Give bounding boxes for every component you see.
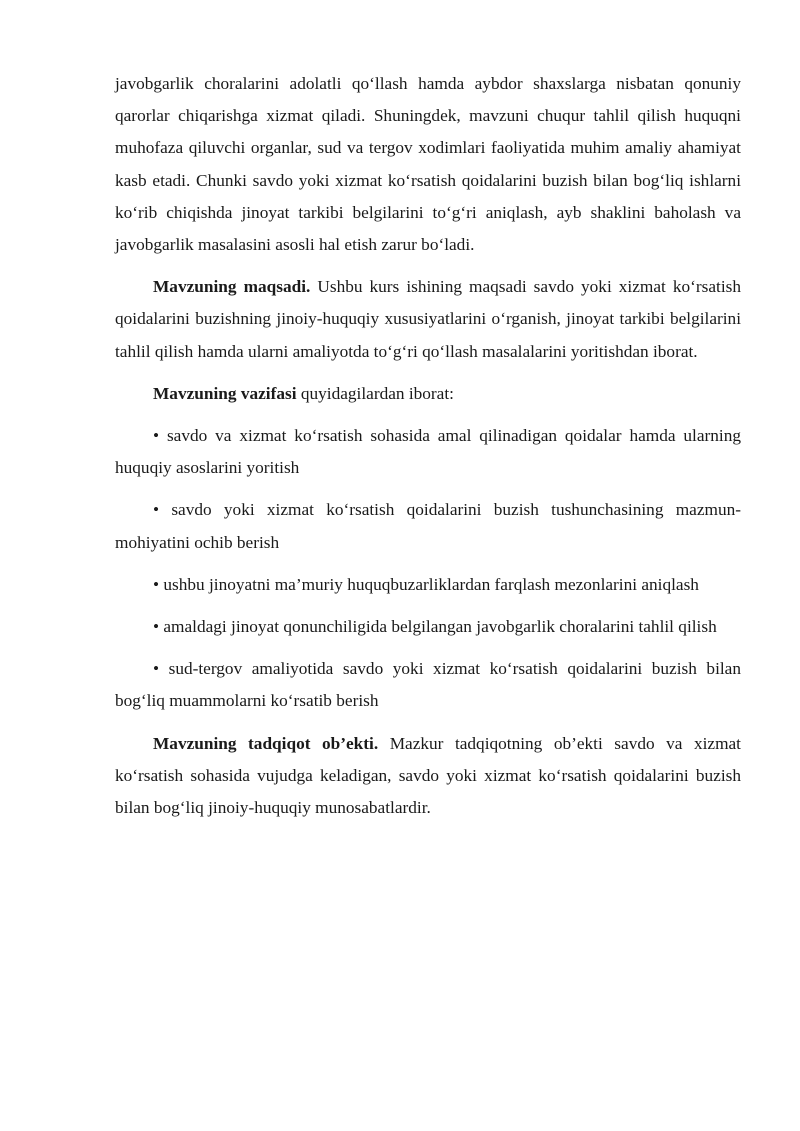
object-paragraph [115, 728, 741, 825]
goal-heading: Mavzuning maqsadi. [153, 277, 311, 297]
task-item: • savdo va xizmat ko‘rsatish sohasida amal qilinadigan qoidalar hamda ularning huquqiy asoslarini yoritish [115, 426, 741, 478]
intro-paragraph: javobgarlik choralarini adolatli qo‘llash hamda aybdor shaxslarga nisbatan qonuniy qarorlar chiqarishga xizmat qiladi. Shuningdek, mavzuni chuqur tahlil qilish huquqni muhofaza qiluvchi organlar, sud va tergov xodimlari faoliyatida muhim amaliy ahamiyat kasb etadi. Chunki savdo yoki xizmat ko‘rsatish qoidalarini buzish bilan bog‘liq ishlarni ko‘rib chiqishda jinoyat tarkibi belgilarini to‘g‘ri aniqlash, ayb shaklini baholash va javobgarlik masalasini asosli hal etish zarur bo‘ladi. [115, 74, 741, 255]
goal-paragraph [115, 271, 741, 368]
tasks-heading: Mavzuning vazifasi [153, 383, 297, 403]
task-item: • amaldagi jinoyat qonunchiligida belgilangan javobgarlik choralarini tahlil qilish [153, 617, 717, 637]
tasks-paragraph [115, 378, 741, 410]
task-item: • sud-tergov amaliyotida savdo yoki xizmat ko‘rsatish qoidalarini buzish bilan bog‘liq muammolarni ko‘rsatib berish [115, 659, 741, 711]
tasks-intro-text: quyidagilardan iborat: [296, 383, 454, 403]
document-page [115, 68, 741, 834]
task-item: • ushbu jinoyatni ma’muriy huquqbuzarliklardan farqlash mezonlarini aniqlash [153, 574, 699, 594]
object-heading: Mavzuning tadqiqot ob’ekti. [153, 733, 379, 753]
object-text: Mazkur tadqiqotning ob’ekti savdo va xizmat ko‘rsatish sohasida vujudga keladigan, savdo yoki xizmat ko‘rsatish qoidalarini buzish bilan bog‘liq jinoiy-huquqiy munosabatlardir. [115, 733, 741, 818]
task-item: • savdo yoki xizmat ko‘rsatish qoidalarini buzish tushunchasining mazmun-mohiyatini ochib berish [115, 500, 741, 552]
goal-text: Ushbu kurs ishining maqsadi savdo yoki xizmat ko‘rsatish qoidalarini buzishning jinoiy-huquqiy xususiyatlarini o‘rganish, jinoyat tarkibi belgilarini tahlil qilish hamda ularni amaliyotda to‘g‘ri qo‘llash masalalarini yoritishdan iborat. [115, 277, 742, 361]
